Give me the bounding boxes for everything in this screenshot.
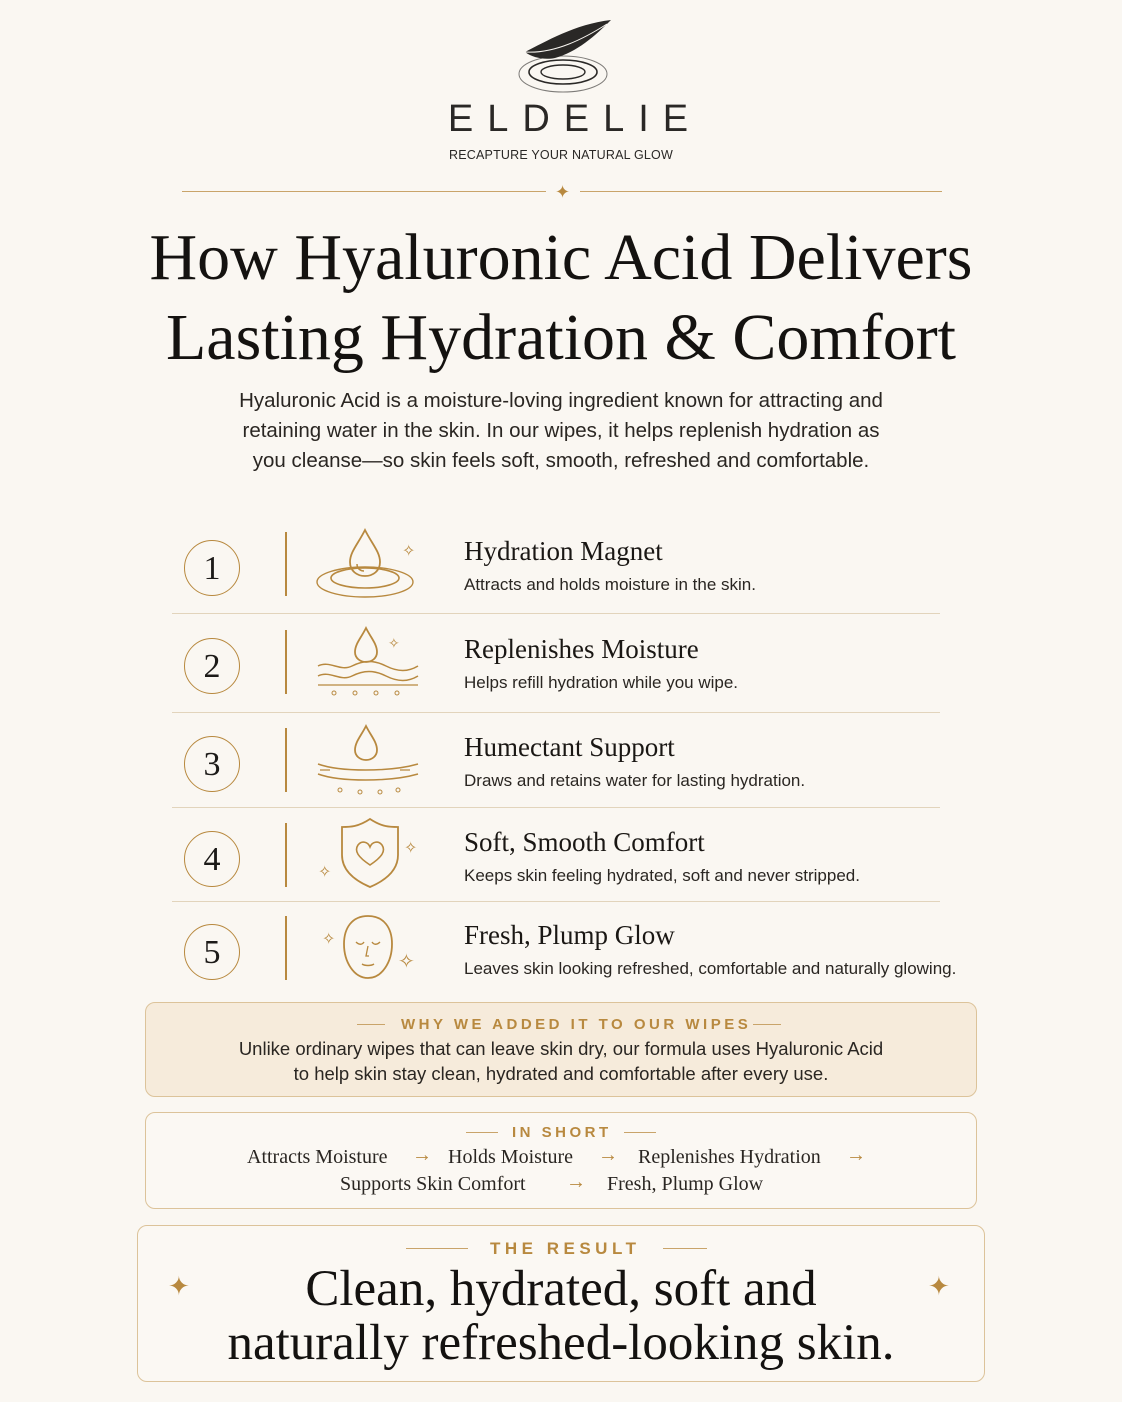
label-line xyxy=(663,1248,707,1249)
sparkle-icon: ✦ xyxy=(928,1271,950,1301)
svg-text:✧: ✧ xyxy=(402,541,416,560)
brand-tagline: RECAPTURE YOUR NATURAL GLOW xyxy=(449,148,673,162)
label-line xyxy=(466,1132,498,1133)
step-item xyxy=(170,809,970,905)
step-separator xyxy=(172,712,940,713)
water-drop-ripple-icon xyxy=(310,518,420,614)
intro-paragraph: Hyaluronic Acid is a moisture-loving ingredient known for attracting and retaining water in the skin. In our wipes, it helps replenish hydration as you cleanse—so skin feels soft, smooth, refreshed and comfortable. xyxy=(239,389,883,472)
arrow-right-icon: → xyxy=(846,1144,866,1166)
step-description: Leaves skin looking refreshed, comfortable and naturally glowing. xyxy=(464,959,957,978)
sparkle-icon: ✦ xyxy=(555,182,571,202)
top-divider-left xyxy=(182,191,546,192)
step-separator xyxy=(172,807,940,808)
step-number: 2 xyxy=(184,638,240,694)
step-divider xyxy=(285,728,287,792)
step-title: Humectant Support xyxy=(464,732,675,762)
label-line xyxy=(624,1132,656,1133)
sparkle-icon: ✦ xyxy=(168,1271,190,1301)
page-title xyxy=(0,218,1122,378)
step-item xyxy=(170,714,970,810)
feather-icon xyxy=(515,14,615,102)
step-title: Replenishes Moisture xyxy=(464,634,699,664)
svg-text:✧: ✧ xyxy=(388,636,400,652)
step-divider xyxy=(285,916,287,980)
arrow-right-icon: → xyxy=(566,1171,586,1193)
flow-item: Replenishes Hydration xyxy=(638,1146,821,1168)
step-description: Helps refill hydration while you wipe. xyxy=(464,673,739,692)
shield-heart-icon xyxy=(310,809,420,905)
step-number: 4 xyxy=(184,831,240,887)
face-glow-icon xyxy=(310,902,420,998)
arrow-right-icon: → xyxy=(598,1144,618,1166)
step-item xyxy=(170,518,970,614)
brand-name: ELDELIE xyxy=(447,98,703,140)
svg-text:✧: ✧ xyxy=(322,929,336,948)
page-title-line-1: How Hyaluronic Acid Delivers xyxy=(149,221,973,294)
svg-text:✧: ✧ xyxy=(398,949,415,973)
step-description: Attracts and holds moisture in the skin. xyxy=(464,575,756,594)
result-text-line-1: Clean, hydrated, soft and xyxy=(305,1261,817,1317)
step-title: Fresh, Plump Glow xyxy=(464,920,675,950)
flow-item: Holds Moisture xyxy=(448,1146,573,1168)
step-separator xyxy=(172,613,940,614)
label-line xyxy=(357,1024,385,1025)
flow-item: Supports Skin Comfort xyxy=(340,1173,526,1195)
step-title: Hydration Magnet xyxy=(464,536,663,566)
why-label: WHY WE ADDED IT TO OUR WIPES xyxy=(401,1016,752,1033)
step-description: Keeps skin feeling hydrated, soft and never stripped. xyxy=(464,866,860,885)
step-description: Draws and retains water for lasting hydration. xyxy=(464,771,806,790)
top-divider-right xyxy=(580,191,942,192)
svg-text:✧: ✧ xyxy=(404,838,418,857)
step-number: 1 xyxy=(184,540,240,596)
why-text-line-2: to help skin stay clean, hydrated and comfortable after every use. xyxy=(293,1063,829,1084)
step-number: 3 xyxy=(184,736,240,792)
result-text-line-2: naturally refreshed-looking skin. xyxy=(227,1315,895,1371)
svg-text:✧: ✧ xyxy=(318,862,332,881)
label-line xyxy=(406,1248,468,1249)
page-title-line-2: Lasting Hydration & Comfort xyxy=(165,301,957,374)
step-divider xyxy=(285,823,287,887)
step-item xyxy=(170,902,970,998)
step-item xyxy=(170,616,970,712)
step-divider xyxy=(285,630,287,694)
why-text xyxy=(0,1036,1122,1086)
label-line xyxy=(753,1024,781,1025)
arrow-right-icon: → xyxy=(412,1144,432,1166)
why-text-line-1: Unlike ordinary wipes that can leave skin dry, our formula uses Hyaluronic Acid xyxy=(238,1038,884,1059)
flow-item: Fresh, Plump Glow xyxy=(607,1173,764,1195)
step-title: Soft, Smooth Comfort xyxy=(464,827,705,857)
drop-skin-layers-icon xyxy=(310,714,420,810)
in-short-label: IN SHORT xyxy=(512,1124,612,1141)
step-divider xyxy=(285,532,287,596)
result-label: THE RESULT xyxy=(490,1239,641,1258)
step-number: 5 xyxy=(184,924,240,980)
flow-item: Attracts Moisture xyxy=(247,1146,388,1168)
result-text xyxy=(0,1262,1122,1370)
drop-waves-icon xyxy=(310,616,420,712)
